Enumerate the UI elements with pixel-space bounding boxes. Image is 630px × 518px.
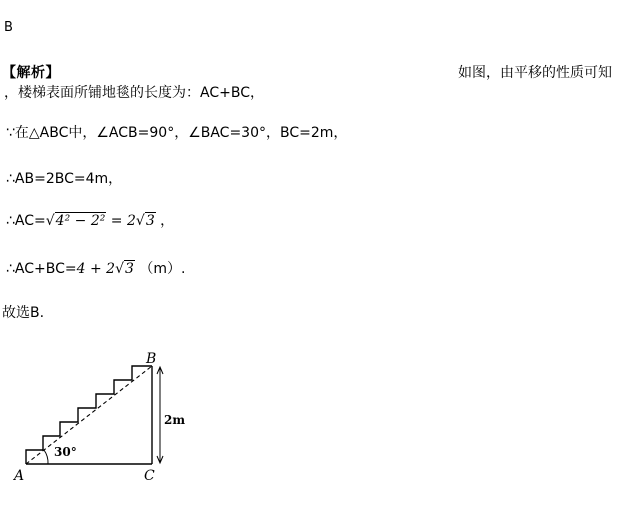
answer-label: B: [4, 20, 13, 35]
sqrt-3: [136, 213, 156, 229]
radical-sign-icon: √: [115, 261, 124, 277]
angle-arc: [44, 450, 48, 464]
staircase-figure: [0, 350, 220, 490]
length-label: 2m: [164, 413, 186, 427]
solution-line-1: ，楼梯表面所铺地毯的长度为：AC+BC，: [4, 85, 264, 101]
line4-prefix: ∴AC=: [6, 213, 46, 229]
line5-math: 4 + 2: [76, 261, 116, 277]
solution-line-4: [6, 210, 174, 230]
solution-line-5: [6, 258, 185, 278]
label-c: C: [144, 468, 155, 484]
label-a: A: [14, 468, 25, 484]
line4-equals: = 2: [106, 213, 136, 229]
solution-line-6: 故选B.: [2, 305, 45, 321]
solution-line-2: ∵在△ABC中，∠ACB=90°，∠BAC=30°，BC=2m，: [6, 125, 348, 141]
line5-prefix: ∴AC+BC=: [6, 261, 77, 277]
angle-label: 30°: [54, 445, 77, 459]
radical-sign-icon: √: [45, 213, 55, 229]
sqrt-expression: [46, 213, 107, 229]
radicand-3-b: 3: [124, 261, 134, 277]
label-b: B: [146, 351, 157, 367]
sqrt-3-b: [115, 261, 135, 277]
solution-intro-right: 如图，由平移的性质可知: [458, 65, 612, 81]
solution-line-3: ∴AB=2BC=4m，: [6, 171, 123, 187]
radicand: 4² − 2²: [55, 213, 106, 229]
hypotenuse-ab: [26, 366, 152, 464]
line4-suffix: ，: [155, 213, 175, 229]
line5-suffix: （m）.: [134, 261, 186, 277]
radical-sign-icon: √: [135, 213, 145, 229]
solution-heading: 【解析】: [2, 65, 60, 81]
radicand-3: 3: [145, 213, 155, 229]
